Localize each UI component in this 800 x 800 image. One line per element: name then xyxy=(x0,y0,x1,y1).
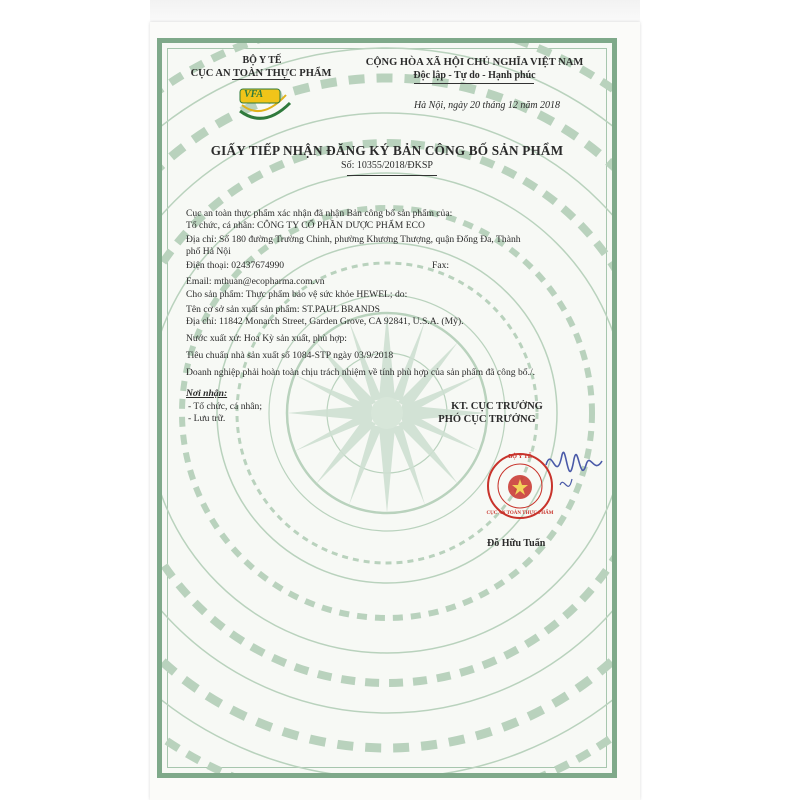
origin: Nước xuất xứ: Hoa Kỳ sản xuất, phù hợp: xyxy=(186,333,347,344)
place-date: Hà Nội, ngày 20 tháng 12 năm 2018 xyxy=(413,100,561,111)
country-name: CỘNG HÒA XÃ HỘI CHỦ NGHĨA VIỆT NAM xyxy=(365,57,584,68)
signer-authority: KT. CỤC TRƯỞNG xyxy=(451,401,543,412)
responsibility-statement: Doanh nghiệp phải hoàn toàn chịu trách nhiệm về tính phù hợp của sản phẩm đã công bố./. xyxy=(186,367,536,378)
vfa-logo-icon xyxy=(232,81,296,125)
recipient-item: - Lưu trữ. xyxy=(188,413,226,424)
title-underline xyxy=(347,175,437,176)
intro-text: Cục an toàn thực phẩm xác nhận đã nhận Bản công bố sản phẩm của: xyxy=(186,208,453,219)
ministry-name: BỘ Y TẾ xyxy=(242,55,282,66)
manufacturer-address: Địa chỉ: 11842 Monarch Street, Garden Grove, CA 92841, U.S.A. (Mỹ). xyxy=(186,316,464,327)
manufacturer: Tên cơ sở sản xuất sản phẩm: ST.PAUL BRANDS xyxy=(186,304,380,315)
motto-underline xyxy=(414,83,534,84)
national-motto: Độc lập - Tự do - Hạnh phúc xyxy=(413,70,536,81)
certificate-frame xyxy=(157,38,617,778)
stamp-ring-text: CỤC AN TOÀN THỰC PHẨM xyxy=(486,511,554,516)
product: Cho sản phẩm: Thực phẩm bảo vệ sức khỏe HEWEL; do: xyxy=(186,289,408,300)
recipients-heading: Nơi nhận: xyxy=(186,388,228,399)
top-toolbar-strip xyxy=(150,0,640,23)
standard: Tiêu chuẩn nhà sản xuất số 1084-STP ngày 03/9/2018 xyxy=(186,350,394,361)
signer-name: Đỗ Hữu Tuấn xyxy=(487,538,546,549)
address-line-2: phố Hà Nội xyxy=(186,246,231,257)
organization: Tổ chức, cá nhân: CÔNG TY CỔ PHẦN DƯỢC PHẨM ECO xyxy=(186,220,425,231)
document-number: Số: 10355/2018/ĐKSP xyxy=(341,160,433,171)
document-title: GIẤY TIẾP NHẬN ĐĂNG KÝ BẢN CÔNG BỐ SẢN PHẨM xyxy=(210,143,564,158)
fax: Fax: xyxy=(432,260,450,271)
signer-title: PHÓ CỤC TRƯỞNG xyxy=(438,414,536,425)
stamp-top-text: BỘ Y TẾ xyxy=(508,454,532,460)
vfa-logo-text: VFA xyxy=(244,89,264,100)
address-line-1: Địa chỉ: Số 180 đường Trường Chinh, phường Khương Thượng, quận Đống Đa, Thành xyxy=(186,234,521,245)
handwritten-signature-icon xyxy=(542,435,612,515)
recipient-item: - Tổ chức, cá nhân; xyxy=(188,401,263,412)
email: Email: mthuan@ecopharma.com.vn xyxy=(186,276,325,287)
agency-name: CỤC AN TOÀN THỰC PHẨM xyxy=(190,68,332,79)
phone: Điện thoại: 02437674990 xyxy=(186,260,285,271)
